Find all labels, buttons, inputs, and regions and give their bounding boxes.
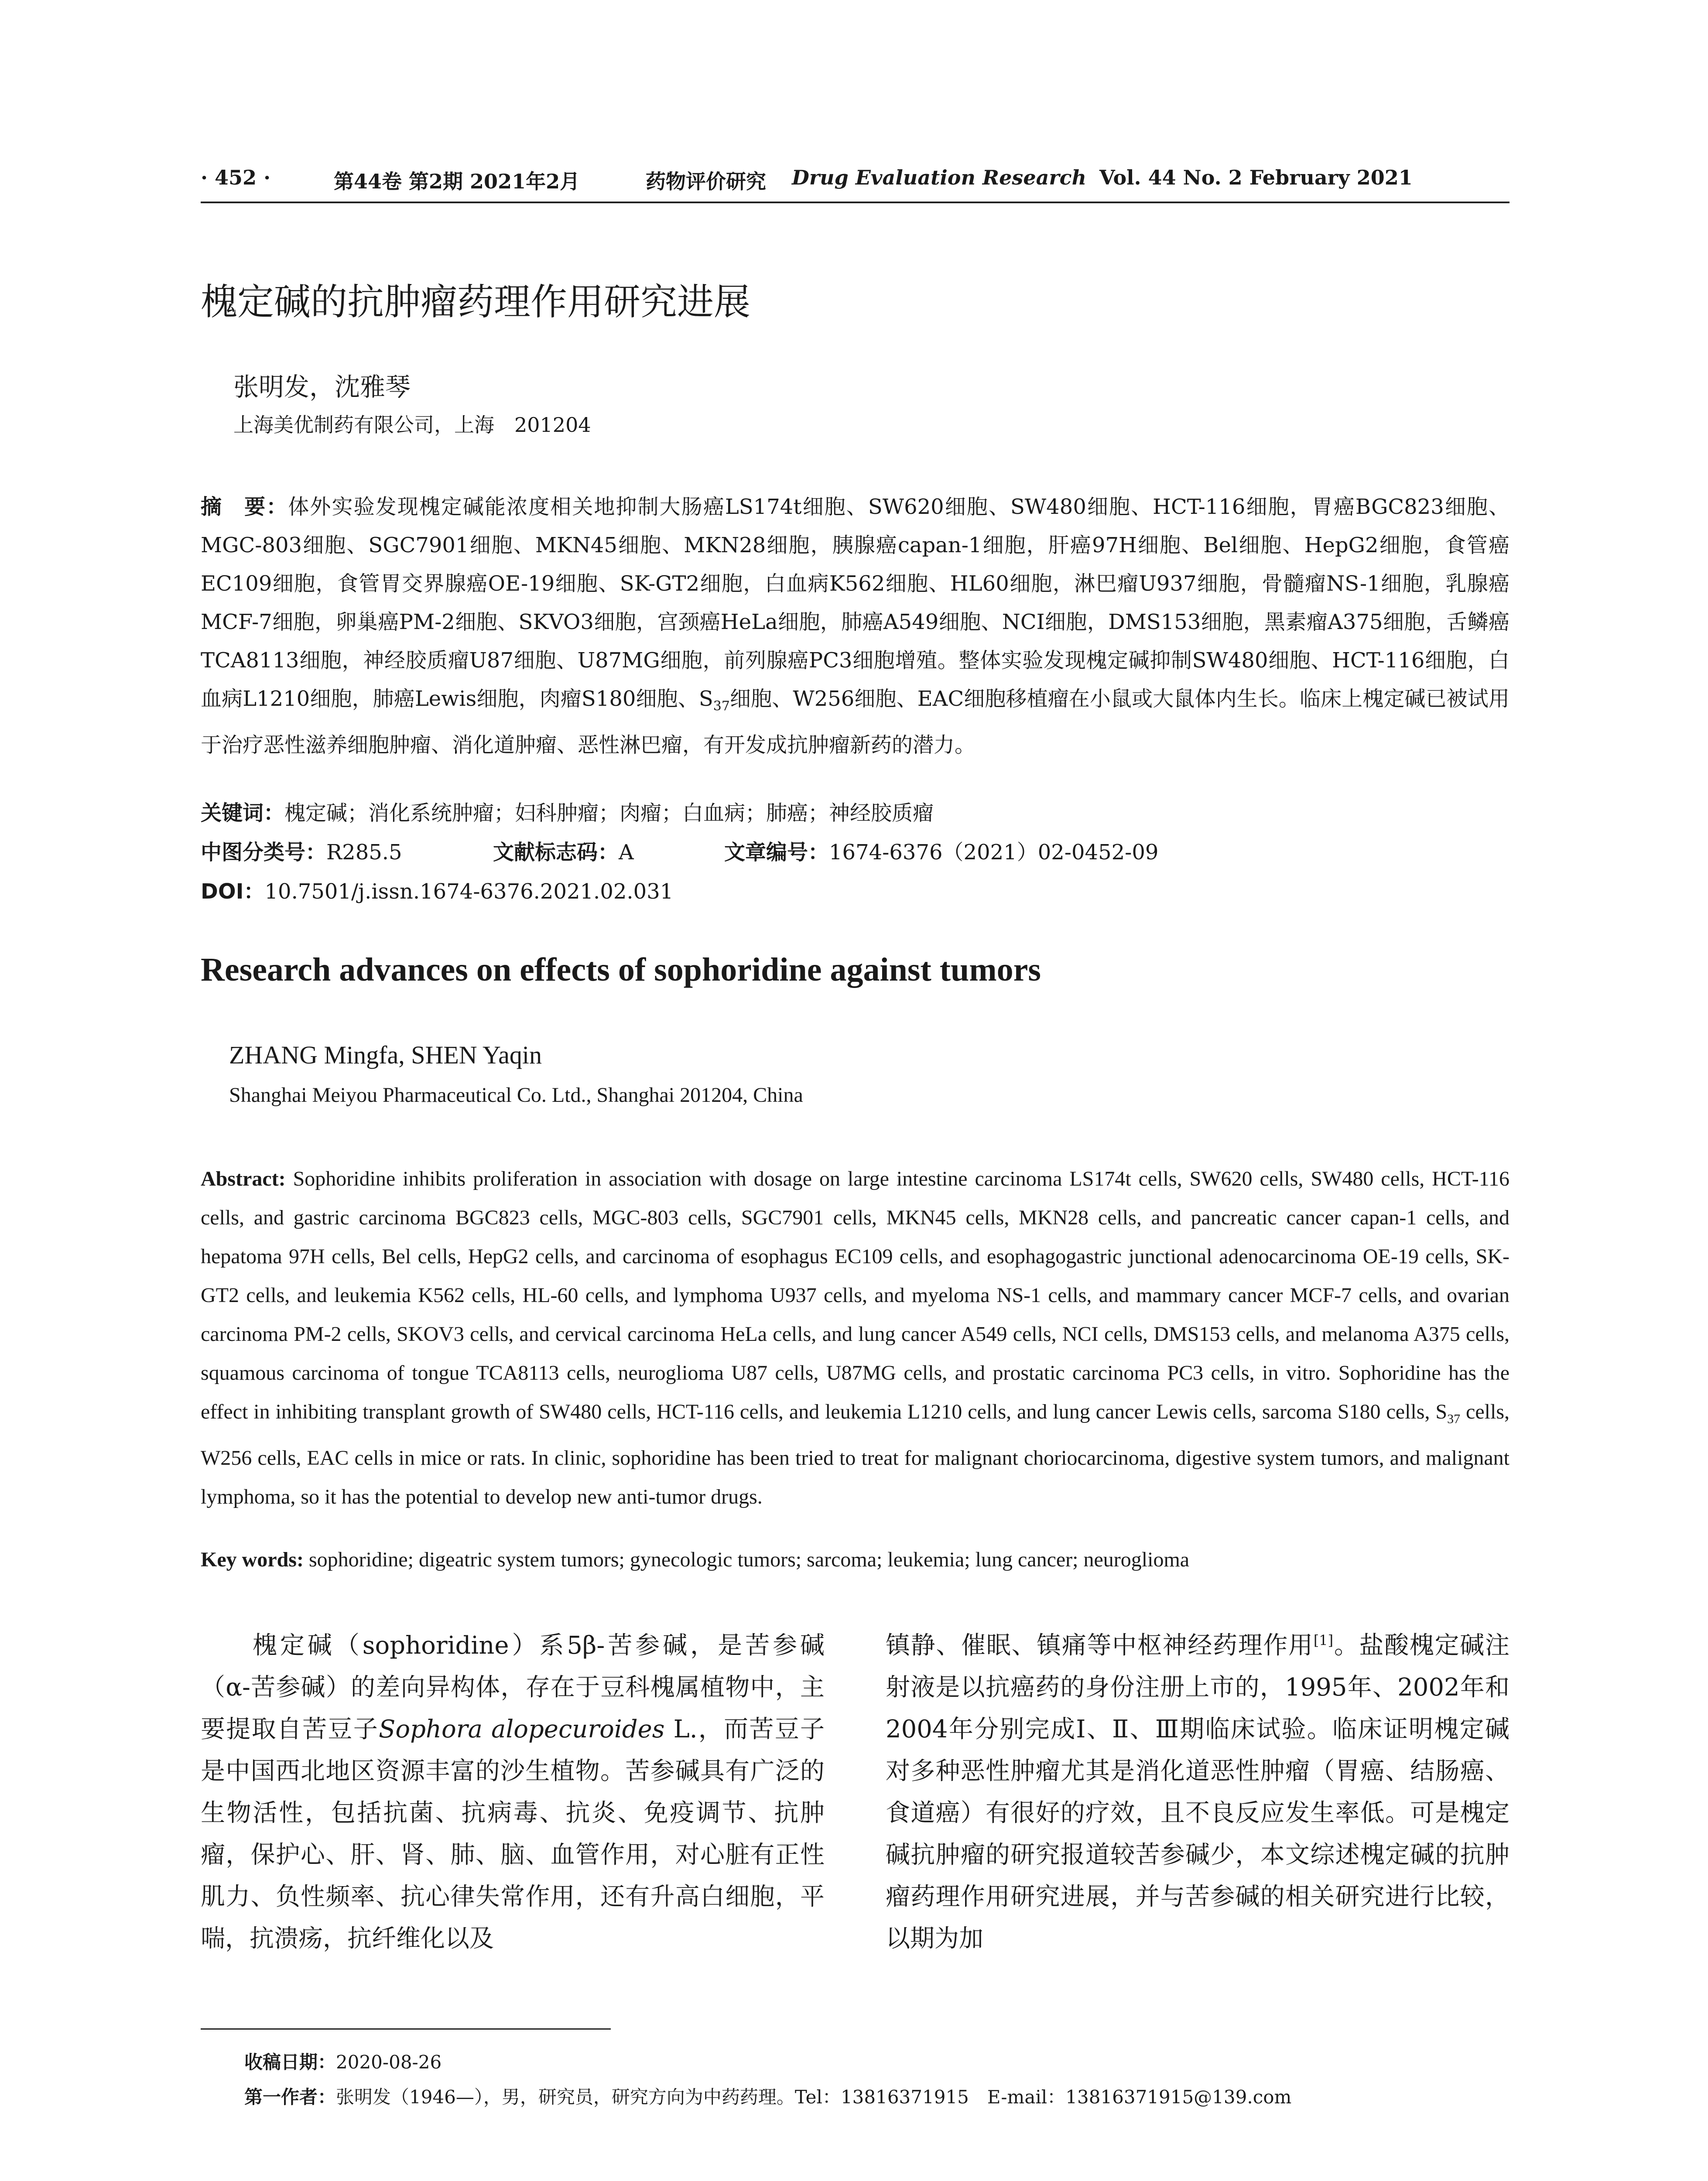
article-number-label: 文章编号：: [724, 840, 829, 865]
abstract-en-text-cont: cells, W256 cells, EAC cells in mice or rats. In clinic, sophoridine has been tried to treat for malignant choriocarcinoma, digestive system tumors, and malignant lymphoma, so it has the potential to develop new anti-tumor drugs.: [201, 1400, 1510, 1508]
abstract-en-label: Abstract:: [201, 1167, 286, 1190]
abstract-zh-subscript: 37: [713, 698, 730, 714]
received-date: 2020-08-26: [336, 2051, 442, 2073]
clc-label: 中图分类号：: [201, 840, 327, 865]
footnote-received: [244, 2048, 442, 2074]
header-rule: [201, 202, 1509, 203]
footnote-rule: [201, 2028, 611, 2030]
body-column-right: [886, 1625, 1509, 1960]
running-header: [201, 166, 1509, 196]
affiliation-en: Shanghai Meiyou Pharmaceutical Co. Ltd., Shanghai 201204, China: [229, 1084, 803, 1107]
clc-value: R285.5: [326, 840, 402, 865]
journal-name-zh: 药物评价研究: [646, 170, 766, 193]
issue-info-en: Vol. 44 No. 2 February 2021: [1099, 166, 1413, 189]
body-right-text: 镇静、催眠、镇痛等中枢神经药理作用: [886, 1631, 1314, 1660]
abstract-zh-text: 体外实验发现槐定碱能浓度相关地抑制大肠癌LS174t细胞、SW620细胞、SW480细胞、HCT-116细胞，胃癌BGC823细胞、MGC-803细胞、SGC7901细胞、MKN45细胞、MKN28细胞，胰腺癌capan-1细胞，肝癌97H细胞、Bel细胞、HepG2细胞，食管癌EC109细胞，食管胃交界腺癌OE-19细胞、SK-GT2细胞，白血病K562细胞、HL60细胞，淋巴瘤U937细胞，骨髓瘤NS-1细胞，乳腺癌MCF-7细胞，卵巢癌PM-2细胞、SKVO3细胞，宫颈癌HeLa细胞，肺癌A549细胞、NCI细胞，DMS153细胞，黑素瘤A375细胞，舌鳞癌TCA8113细胞，神经胶质瘤U87细胞、U87MG细胞，前列腺癌PC3细胞增殖。整体实验发现槐定碱抑制SW480细胞、HCT-116细胞，白血病L1210细胞，肺癌Lewis细胞，肉瘤S180细胞、S: [201, 495, 1509, 711]
footnote-first-author: [244, 2083, 1291, 2109]
body-left-text: 槐定碱（sophoridine）系5β-苦参碱，是苦参碱（α-苦参碱）的差向异构体，存在于豆科槐属植物中，主要提取自苦豆子: [201, 1631, 825, 1743]
doi-value: 10.7501/j.issn.1674-6376.2021.02.031: [264, 879, 674, 904]
abstract-en: [201, 1159, 1509, 1516]
abstract-zh-label: 摘 要：: [201, 495, 288, 519]
abstract-zh-text-cont: 细胞、W256细胞、EAC细胞移植瘤在小鼠或大鼠体内生长。临床上槐定碱已被试用于治疗恶性滋养细胞肿瘤、消化道肿瘤、恶性淋巴瘤，有开发成抗肿瘤新药的潜力。: [201, 687, 1509, 757]
keywords-en-text: sophoridine; digeatric system tumors; gynecologic tumors; sarcoma; leukemia; lung cancer; neuroglioma: [308, 1548, 1190, 1571]
keywords-zh: [201, 796, 934, 826]
abstract-zh: [201, 488, 1509, 764]
authors-en: ZHANG Mingfa, SHEN Yaqin: [229, 1041, 542, 1069]
article-title-en: Research advances on effects of sophoridine against tumors: [201, 951, 1041, 988]
species-name: Sophora alopecuroides: [379, 1715, 665, 1743]
authors-zh: 张明发，沈雅琴: [233, 372, 411, 402]
doc-code-label: 文献标志码：: [493, 840, 619, 865]
body-column-left: [201, 1625, 825, 1960]
page-number: · 452 ·: [201, 166, 271, 189]
abstract-en-subscript: 37: [1447, 1412, 1461, 1426]
issue-info-zh: 第44卷 第2期 2021年2月: [334, 170, 580, 193]
affiliation-zh: 上海美优制药有限公司，上海 201204: [233, 413, 591, 437]
journal-name-en: Drug Evaluation Research: [792, 166, 1087, 189]
keywords-en-label: Key words:: [201, 1548, 304, 1571]
keywords-zh-text: 槐定碱；消化系统肿瘤；妇科肿瘤；肉瘤；白血病；肺癌；神经胶质瘤: [284, 801, 934, 825]
doi-line: [201, 875, 673, 905]
abstract-en-text: Sophoridine inhibits proliferation in association with dosage on large intestine carcinoma LS174t cells, SW620 cells, SW480 cells, HCT-116 cells, and gastric carcinoma BGC823 cells, MGC-803 cells, SGC7901 cells, MKN45 cells, MKN28 cells, and pancreatic cancer capan-1 cells, and hepatoma 97H cells, Bel cells, HepG2 cells, and carcinoma of esophagus EC109 cells, and esophagogastric junctional adenocarcinoma OE-19 cells, SK-GT2 cells, and leukemia K562 cells, HL-60 cells, and lymphoma U937 cells, and myeloma NS-1 cells, and mammary cancer MCF-7 cells, and ovarian carcinoma PM-2 cells, SKOV3 cells, and cervical carcinoma HeLa cells, and lung cancer A549 cells, NCI cells, DMS153 cells, and melanoma A375 cells, squamous carcinoma of tongue TCA8113 cells, neuroglioma U87 cells, U87MG cells, and prostatic carcinoma PC3 cells, in vitro. Sophoridine has the effect in inhibiting transplant growth of SW480 cells, HCT-116 cells, and leukemia L1210 cells, and lung cancer Lewis cells, sarcoma S180 cells, S: [201, 1167, 1510, 1423]
keywords-zh-label: 关键词：: [201, 801, 285, 825]
citation-ref: [1]: [1313, 1632, 1334, 1649]
body-right-text-cont: 。盐酸槐定碱注射液是以抗癌药的身份注册上市的，1995年、2002年和2004年分别完成Ⅰ、Ⅱ、Ⅲ期临床试验。临床证明槐定碱对多种恶性肿瘤尤其是消化道恶性肿瘤（胃癌、结肠癌、食道癌）有很好的疗效，且不良反应发生率低。可是槐定碱抗肿瘤的研究报道较苦参碱少，本文综述槐定碱的抗肿瘤药理作用研究进展，并与苦参碱的相关研究进行比较，以期为加: [886, 1631, 1510, 1953]
classification-line: [201, 835, 1159, 865]
doi-label: DOI：: [201, 879, 265, 904]
first-author-info: 张明发（1946—），男，研究员，研究方向为中药药理。Tel：13816371915 E-mail：13816371915@139.com: [336, 2086, 1292, 2108]
body-left-text-cont: L.，而苦豆子是中国西北地区资源丰富的沙生植物。苦参碱具有广泛的生物活性，包括抗菌、抗病毒、抗炎、免疫调节、抗肿瘤，保护心、肝、肾、肺、脑、血管作用，对心脏有正性肌力、负性频率、抗心律失常作用，还有升高白细胞，平喘，抗溃疡，抗纤维化以及: [201, 1715, 825, 1953]
doc-code-value: A: [619, 840, 634, 865]
article-title-zh: 槐定碱的抗肿瘤药理作用研究进展: [201, 280, 751, 323]
article-number-value: 1674-6376（2021）02-0452-09: [829, 840, 1159, 865]
keywords-en: [201, 1548, 1189, 1572]
received-label: 收稿日期：: [244, 2051, 336, 2073]
first-author-label: 第一作者：: [244, 2086, 336, 2108]
